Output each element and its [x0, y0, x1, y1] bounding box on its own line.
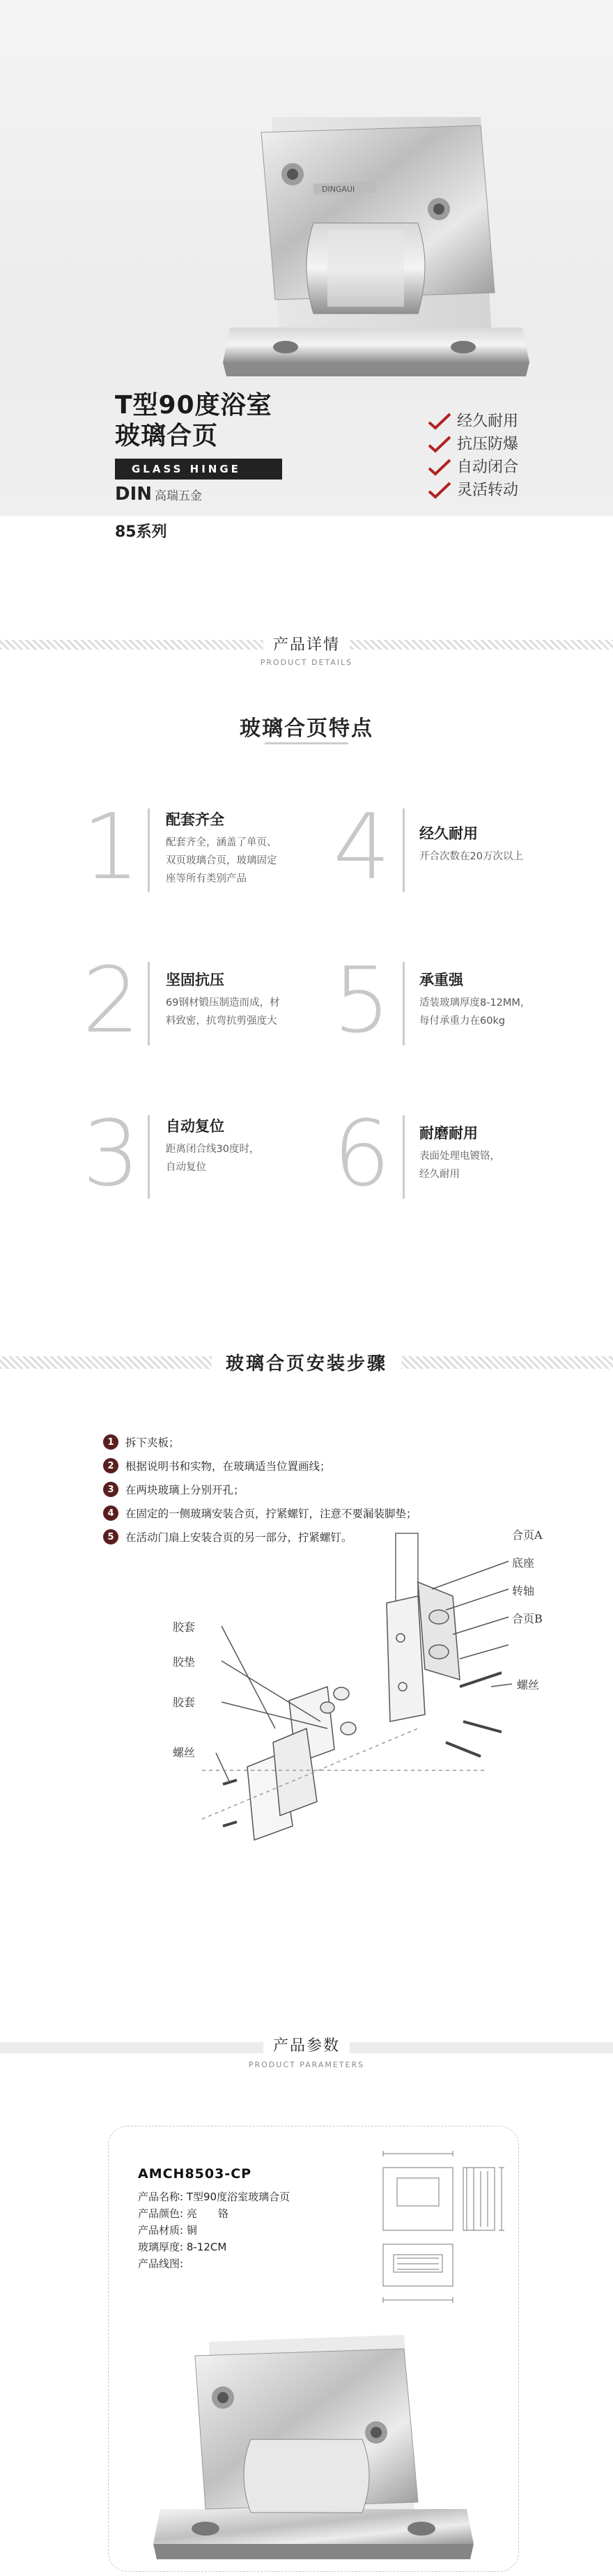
step-number: 3 — [103, 1482, 118, 1497]
install-step — [103, 1478, 417, 1501]
features-underline — [265, 742, 348, 744]
feature-text-line: 经久耐用 — [419, 1169, 460, 1180]
divider-line — [403, 1115, 405, 1199]
feature-number: 1 — [82, 794, 140, 900]
feature-title: 自动复位 — [166, 1118, 224, 1135]
spec-label: 产品线图: — [138, 2257, 184, 2270]
feature-number: 2 — [82, 947, 140, 1053]
feature-list — [428, 410, 518, 502]
install-step — [103, 1454, 417, 1478]
feature-number: 6 — [333, 1101, 391, 1206]
diagram-label: 胶垫 — [173, 1655, 196, 1669]
step-text: 在固定的一侧玻璃安装合页，拧紧螺钉，注意不要漏装脚垫； — [125, 1508, 417, 1520]
feature-text-line: 距离闭合线30度时， — [166, 1144, 260, 1155]
feature-label: 自动闭合 — [457, 459, 519, 476]
divider-line — [148, 808, 150, 892]
spec-label: 产品颜色: — [138, 2207, 184, 2220]
spec-value: T型90度浴室玻璃合页 — [186, 2191, 290, 2203]
step-number: 2 — [103, 1458, 118, 1473]
feature-text-line: 双页玻璃合页，玻璃固定 — [166, 855, 277, 866]
details-subtitle: PRODUCT DETAILS — [260, 658, 353, 667]
brand-line — [115, 484, 202, 505]
diagram-label: 螺丝 — [173, 1746, 196, 1759]
feature-text — [166, 834, 277, 888]
step-text: 根据说明书和实物，在玻璃适当位置画线； — [125, 1460, 331, 1473]
diagram-label: 转轴 — [512, 1584, 535, 1597]
feature-text-line: 座等所有类别产品 — [166, 873, 247, 884]
params-subtitle: PRODUCT PARAMETERS — [248, 2060, 365, 2069]
feature-text-line: 表面处理电镀铬， — [419, 1151, 500, 1162]
hinge-product-photo — [139, 2300, 488, 2572]
feature-text — [166, 1140, 259, 1176]
install-title — [0, 1349, 613, 1375]
feature-item — [428, 433, 518, 456]
diagram-label: 胶套 — [173, 1696, 196, 1709]
divider-line — [403, 808, 405, 892]
features-title: 玻璃合页特点 — [240, 716, 373, 741]
spec-label: 玻璃厚度: — [138, 2241, 184, 2253]
feature-text-line: 每付承重力在60kg — [419, 1015, 506, 1027]
series-label: 85系列 — [115, 523, 167, 541]
checkmark-icon — [428, 436, 451, 454]
feature-title: 坚固抗压 — [166, 972, 224, 988]
feature-text-line: 自动复位 — [166, 1162, 206, 1173]
feature-label: 抗压防爆 — [457, 436, 519, 453]
params-title — [0, 2034, 613, 2055]
feature-text-line: 开合次数在20万次以上 — [419, 851, 523, 862]
feature-item — [428, 479, 518, 502]
feature-item — [428, 410, 518, 433]
diagram-label: 胶套 — [173, 1620, 196, 1634]
feature-text-line: 配套齐全，涵盖了单页、 — [166, 837, 277, 848]
hero-title-line2: 玻璃合页 — [115, 422, 219, 450]
feature-number: 5 — [333, 947, 391, 1053]
spec-list — [138, 2188, 290, 2272]
step-number: 4 — [103, 1505, 118, 1521]
plate-mark: DINGAUI — [322, 185, 355, 194]
feature-text-line: 料致密，抗弯抗剪强度大 — [166, 1015, 277, 1027]
technical-drawing — [376, 2140, 515, 2321]
spec-row — [138, 2205, 290, 2222]
brand-name: 高瑞五金 — [155, 489, 203, 503]
glass-hinge-badge: GLASS HINGE — [115, 459, 282, 480]
feature-number: 4 — [333, 794, 391, 900]
divider-line — [403, 962, 405, 1045]
step-text: 在活动门扇上安装合页的另一部分，拧紧螺钉。 — [125, 1531, 352, 1544]
spec-row — [138, 2188, 290, 2205]
feature-text-line: 69钢材锻压制造而成，材 — [166, 997, 280, 1009]
feature-title: 经久耐用 — [419, 825, 478, 842]
feature-label: 灵活转动 — [457, 482, 519, 499]
step-text: 拆下夹板； — [125, 1436, 180, 1449]
feature-title: 耐磨耐用 — [419, 1125, 478, 1142]
details-title — [0, 633, 613, 654]
exploded-diagram — [0, 1519, 613, 1882]
spec-row — [138, 2255, 290, 2272]
spec-value: 亮 铬 — [186, 2207, 228, 2220]
feature-text — [166, 994, 279, 1030]
feature-title: 承重强 — [419, 972, 463, 988]
feature-text — [419, 848, 523, 866]
model-number: AMCH8503-CP — [138, 2166, 252, 2182]
spec-label: 产品材质: — [138, 2224, 184, 2237]
spec-row — [138, 2222, 290, 2239]
divider-line — [148, 1115, 150, 1199]
feature-text — [419, 1147, 500, 1183]
spec-value: 8-12CM — [186, 2241, 227, 2253]
step-number: 1 — [103, 1434, 118, 1450]
install-step — [103, 1430, 417, 1454]
feature-item — [428, 456, 518, 479]
diagram-label: 合页A — [512, 1528, 543, 1542]
params-title-text: 产品参数 — [263, 2037, 350, 2055]
feature-label: 经久耐用 — [457, 413, 519, 430]
diagram-label: 合页B — [512, 1612, 543, 1625]
hero-banner — [0, 0, 613, 516]
hinge-product-image — [0, 0, 613, 516]
checkmark-icon — [428, 413, 451, 431]
spec-value: 铜 — [186, 2224, 197, 2237]
brand-logo: DIN — [115, 484, 153, 505]
step-number: 5 — [103, 1529, 118, 1544]
feature-title: 配套齐全 — [166, 811, 224, 828]
install-title-text: 玻璃合页安装步骤 — [212, 1354, 401, 1374]
checkmark-icon — [428, 482, 451, 500]
diagram-label: 底座 — [512, 1556, 535, 1570]
details-title-text: 产品详情 — [263, 636, 350, 654]
spec-row — [138, 2239, 290, 2255]
feature-number: 3 — [82, 1101, 140, 1206]
checkmark-icon — [428, 459, 451, 477]
feature-text — [419, 994, 530, 1030]
step-text: 在两块玻璃上分别开孔； — [125, 1484, 245, 1496]
diagram-label: 螺丝 — [517, 1678, 540, 1692]
feature-text-line: 适装玻璃厚度8-12MM， — [419, 997, 531, 1009]
spec-label: 产品名称: — [138, 2191, 184, 2203]
hero-title-line1: T型90度浴室 — [115, 391, 272, 420]
divider-line — [148, 962, 150, 1045]
